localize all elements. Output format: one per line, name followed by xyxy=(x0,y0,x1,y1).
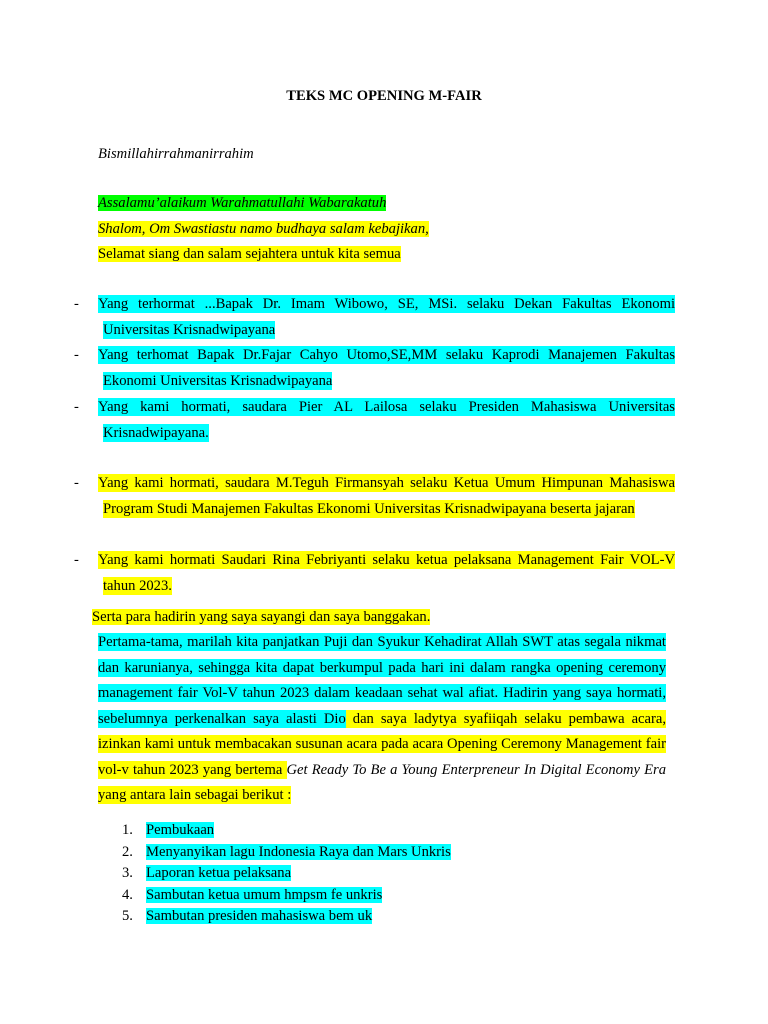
serta-line xyxy=(92,608,430,626)
greeting-islam: Assalamu’alaikum Warahmatullahi Wabarakatuh xyxy=(98,195,387,211)
paragraph-part-cyan: Pertama-tama, marilah kita panjatkan Puji dan Syukur Kehadirat Allah SWT atas segala nikmat dan karunianya, sehingga kita dapat berkumpul pada hari ini dalam rangka opening ceremony management fair Vol-V tahun 2023 dalam keadaan sehat wal afiat. Hadirin yang saya hormati, sebelumnya perkenalkan saya alasti Dio xyxy=(98,634,666,727)
list-item: 5. Sambutan presiden mahasiswa bem uk xyxy=(122,908,373,924)
bullet-text: Yang kami hormati Saudari Rina Febriyanti selaku ketua pelaksana Management Fair VOL-V tahun 2023. xyxy=(98,552,675,594)
list-item: 1. Pembukaan xyxy=(122,822,215,838)
main-paragraph xyxy=(98,630,666,809)
greeting-line xyxy=(98,194,386,212)
page-title: TEKS MC OPENING M-FAIR xyxy=(286,88,482,104)
list-item: 3. Laporan ketua pelaksana xyxy=(122,865,292,881)
bullet-text: Yang terhomat Bapak Dr.Fajar Cahyo Utomo,SE,MM selaku Kaprodi Manajemen Fakultas Ekonomi Universitas Krisnadwipayana xyxy=(98,347,675,389)
bullet-dash: - xyxy=(74,399,79,415)
greeting-line xyxy=(98,220,429,238)
bullet-dash: - xyxy=(74,296,79,312)
basmalah-line: Bismillahirrahmanirrahim xyxy=(98,146,254,162)
list-item xyxy=(74,395,675,446)
theme-text: Get Ready To Be a Young Enterpreneur In Digital Economy Era xyxy=(286,761,666,778)
paragraph-part-closing: yang antara lain sebagai berikut : xyxy=(98,787,292,803)
bullet-text: Yang kami hormati, saudara Pier AL Lailosa selaku Presiden Mahasiswa Universitas Krisnadwipayana. xyxy=(98,399,675,441)
list-item xyxy=(74,292,675,343)
greeting-general: Selamat siang dan salam sejahtera untuk kita semua xyxy=(98,246,401,262)
agenda-list xyxy=(122,820,451,928)
bullet-text: Yang terhormat ...Bapak Dr. Imam Wibowo, SE, MSi. selaku Dekan Fakultas Ekonomi Universitas Krisnadwipayana xyxy=(98,296,675,338)
list-item xyxy=(74,343,675,394)
list-item: 4. Sambutan ketua umum hmpsm fe unkris xyxy=(122,886,383,903)
list-item: 2. Menyanyikan lagu Indonesia Raya dan Mars Unkris xyxy=(122,843,451,860)
greeting-interfaith: Shalom, Om Swastiastu namo budhaya salam kebajikan, xyxy=(98,221,429,237)
bullet-dash: - xyxy=(74,475,79,491)
list-item xyxy=(74,548,675,599)
bullet-text: Yang kami hormati, saudara M.Teguh Firmansyah selaku Ketua Umum Himpunan Mahasiswa Program Studi Manajemen Fakultas Ekonomi Universitas Krisnadwipayana beserta jajaran xyxy=(98,475,675,517)
bullet-dash: - xyxy=(74,552,79,568)
greeting-line xyxy=(98,245,401,263)
bullet-dash: - xyxy=(74,347,79,363)
paragraph-part-yellow: dan saya ladytya syafiiqah selaku pembawa acara, izinkan kami untuk membacakan susunan acara pada acara Opening Ceremony Management fair vol-v tahun 2023 yang bertema xyxy=(98,710,667,778)
list-item xyxy=(74,471,675,522)
serta-text: Serta para hadirin yang saya sayangi dan saya banggakan. xyxy=(92,609,431,625)
